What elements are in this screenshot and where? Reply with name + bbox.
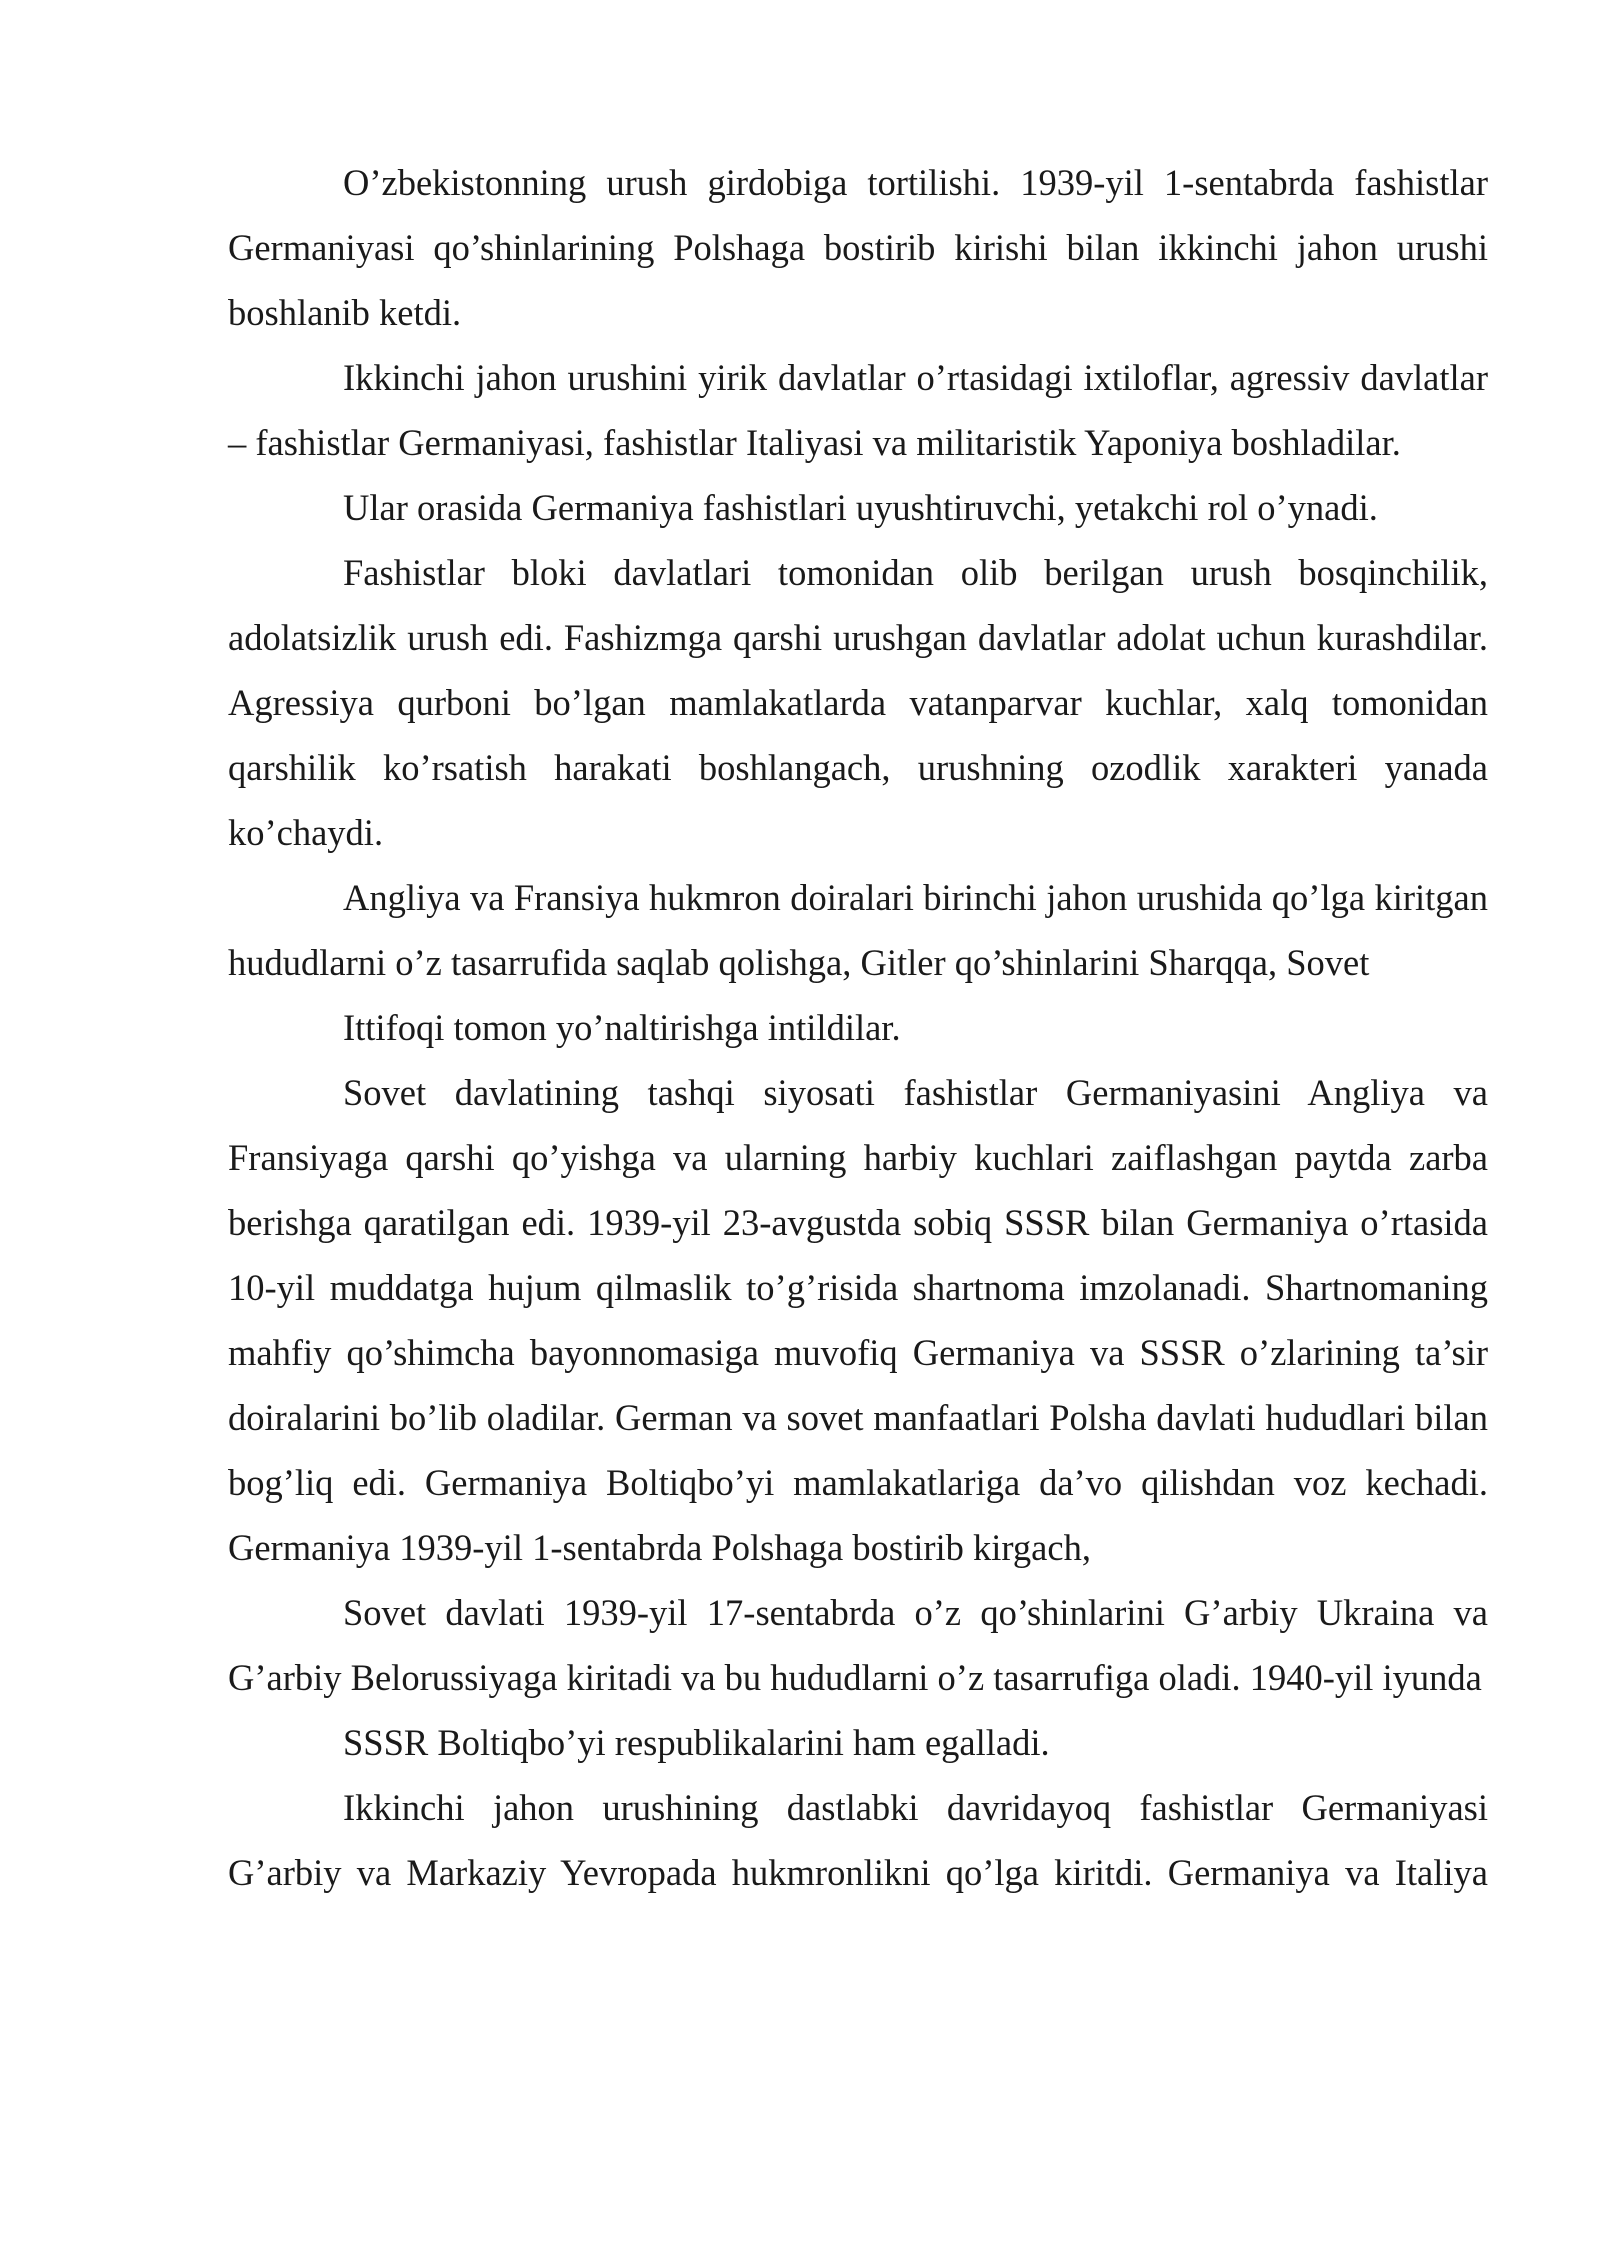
paragraph-1: O’zbekistonning urush girdobiga tortilishi. 1939-yil 1-sentabrda fashistlar Germaniyasi qo’shinlarining Polshaga bostirib kirishi bilan ikkinchi jahon urushi boshlanib ketdi. [228, 162, 1488, 333]
paragraph-4: Fashistlar bloki davlatlari tomonidan olib berilgan urush bosqinchilik, adolatsizlik urush edi. Fashizmga qarshi urushgan davlatlar adolat uchun kurashdilar. Agressiya qurboni bo’lgan mamlakatlarda vatanparvar kuchlar, xalq tomonidan qarshilik ko’rsatish harakati boshlangach, urushning ozodlik xarakteri yanada ko’chaydi. [228, 552, 1488, 853]
paragraph-9: SSSR Boltiqbo’yi respublikalarini ham egalladi. [343, 1722, 1050, 1763]
paragraph-7: Sovet davlatining tashqi siyosati fashistlar Germaniyasini Angliya va Fransiyaga qarshi qo’yishga va ularning harbiy kuchlari zaiflashgan paytda zarba berishga qaratilgan edi. 1939-yil 23-avgustda sobiq SSSR bilan Germaniya o’rtasida 10-yil muddatga hujum qilmaslik to’g’risida shartnoma imzolanadi. Shartnomaning mahfiy qo’shimcha bayonnomasiga muvofiq Germaniya va SSSR o’zlarining ta’sir doiralarini bo’lib oladilar. German va sovet manfaatlari Polsha davlati hududlari bilan bog’liq edi. Germaniya Boltiqbo’yi mamlakatlariga da’vo qilishdan voz kechadi. Germaniya 1939-yil 1-sentabrda Polshaga bostirib kirgach, [228, 1072, 1488, 1568]
document-body [228, 150, 1488, 1905]
paragraph-5: Angliya va Fransiya hukmron doiralari birinchi jahon urushida qo’lga kiritgan hududlarni o’z tasarrufida saqlab qolishga, Gitler qo’shinlarini Sharqqa, Sovet [228, 877, 1488, 983]
paragraph-3: Ular orasida Germaniya fashistlari uyushtiruvchi, yetakchi rol o’ynadi. [343, 487, 1378, 528]
paragraph-2: Ikkinchi jahon urushini yirik davlatlar o’rtasidagi ixtiloflar, agressiv davlatlar – fashistlar Germaniyasi, fashistlar Italiyasi va militaristik Yaponiya boshladilar. [228, 357, 1488, 463]
paragraph-6: Ittifoqi tomon yo’naltirishga intildilar. [343, 1007, 901, 1048]
paragraph-8: Sovet davlati 1939-yil 17-sentabrda o’z qo’shinlarini G’arbiy Ukraina va G’arbiy Belorussiyaga kiritadi va bu hududlarni o’z tasarrufiga oladi. 1940-yil iyunda [228, 1592, 1488, 1698]
paragraph-10: Ikkinchi jahon urushining dastlabki davridayoq fashistlar Germaniyasi G’arbiy va Markaziy Yevropada hukmronlikni qo’lga kiritdi. Germaniya va Italiya [228, 1787, 1488, 1893]
